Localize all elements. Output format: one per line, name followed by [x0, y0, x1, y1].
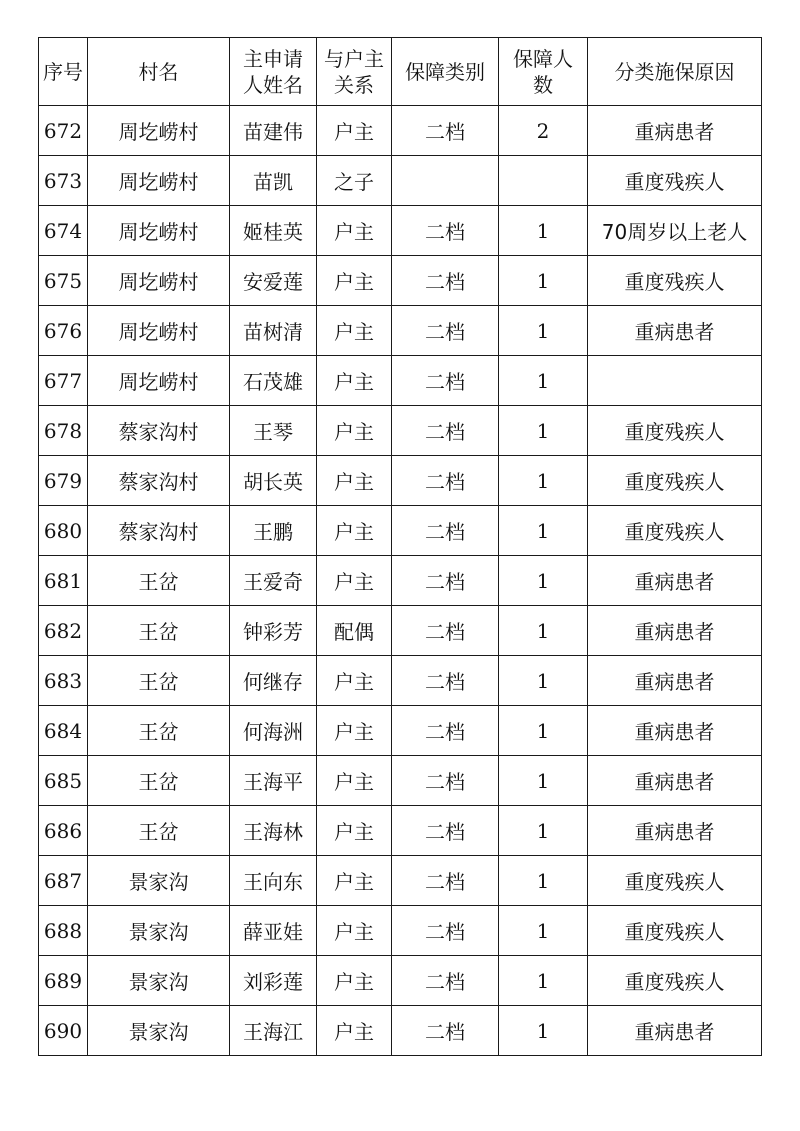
cell-village: 王岔	[88, 606, 230, 656]
cell-reason: 重病患者	[588, 306, 762, 356]
cell-applicant-name: 王海平	[230, 756, 317, 806]
cell-applicant-name: 何继存	[230, 656, 317, 706]
cell-seq: 685	[39, 756, 88, 806]
cell-reason: 重度残疾人	[588, 406, 762, 456]
cell-count: 1	[499, 556, 588, 606]
cell-seq: 683	[39, 656, 88, 706]
header-count: 保障人数	[499, 38, 588, 106]
cell-category: 二档	[392, 106, 499, 156]
cell-relation: 户主	[317, 856, 392, 906]
cell-seq: 677	[39, 356, 88, 406]
cell-reason: 重病患者	[588, 1006, 762, 1056]
cell-applicant-name: 苗树清	[230, 306, 317, 356]
cell-count: 1	[499, 506, 588, 556]
table-row	[39, 956, 762, 1006]
assistance-table	[38, 37, 762, 1056]
header-village: 村名	[88, 38, 230, 106]
table-row	[39, 156, 762, 206]
cell-relation: 户主	[317, 1006, 392, 1056]
cell-category: 二档	[392, 306, 499, 356]
table-row	[39, 506, 762, 556]
header-category: 保障类别	[392, 38, 499, 106]
cell-applicant-name: 王向东	[230, 856, 317, 906]
cell-seq: 681	[39, 556, 88, 606]
cell-count: 1	[499, 956, 588, 1006]
cell-seq: 678	[39, 406, 88, 456]
cell-reason: 重病患者	[588, 106, 762, 156]
cell-count: 1	[499, 906, 588, 956]
cell-category: 二档	[392, 706, 499, 756]
cell-relation: 户主	[317, 806, 392, 856]
cell-count: 2	[499, 106, 588, 156]
cell-applicant-name: 苗建伟	[230, 106, 317, 156]
header-seq: 序号	[39, 38, 88, 106]
cell-category: 二档	[392, 606, 499, 656]
cell-count: 1	[499, 306, 588, 356]
cell-village: 景家沟	[88, 956, 230, 1006]
cell-reason: 重度残疾人	[588, 456, 762, 506]
cell-reason: 重病患者	[588, 706, 762, 756]
table-row	[39, 206, 762, 256]
cell-applicant-name: 王鹏	[230, 506, 317, 556]
cell-count: 1	[499, 606, 588, 656]
cell-relation: 户主	[317, 556, 392, 606]
cell-category: 二档	[392, 1006, 499, 1056]
table-row	[39, 1006, 762, 1056]
cell-count	[499, 156, 588, 206]
cell-village: 王岔	[88, 756, 230, 806]
table-row	[39, 856, 762, 906]
table-body	[39, 106, 762, 1056]
header-reason: 分类施保原因	[588, 38, 762, 106]
cell-category: 二档	[392, 756, 499, 806]
cell-village: 王岔	[88, 656, 230, 706]
cell-village: 周圪崂村	[88, 156, 230, 206]
cell-category: 二档	[392, 356, 499, 406]
cell-reason	[588, 356, 762, 406]
cell-category: 二档	[392, 806, 499, 856]
table-row	[39, 256, 762, 306]
cell-count: 1	[499, 656, 588, 706]
cell-seq: 672	[39, 106, 88, 156]
table-row	[39, 806, 762, 856]
cell-applicant-name: 姬桂英	[230, 206, 317, 256]
cell-applicant-name: 石茂雄	[230, 356, 317, 406]
cell-village: 周圪崂村	[88, 206, 230, 256]
cell-category: 二档	[392, 556, 499, 606]
cell-seq: 679	[39, 456, 88, 506]
cell-applicant-name: 钟彩芳	[230, 606, 317, 656]
cell-reason: 重病患者	[588, 656, 762, 706]
cell-relation: 户主	[317, 456, 392, 506]
cell-reason: 重度残疾人	[588, 506, 762, 556]
cell-count: 1	[499, 806, 588, 856]
cell-village: 周圪崂村	[88, 256, 230, 306]
cell-relation: 户主	[317, 906, 392, 956]
cell-reason: 重度残疾人	[588, 956, 762, 1006]
cell-village: 蔡家沟村	[88, 506, 230, 556]
cell-relation: 户主	[317, 306, 392, 356]
cell-seq: 690	[39, 1006, 88, 1056]
cell-village: 王岔	[88, 706, 230, 756]
cell-category: 二档	[392, 956, 499, 1006]
cell-village: 蔡家沟村	[88, 406, 230, 456]
cell-reason: 重病患者	[588, 756, 762, 806]
cell-category: 二档	[392, 506, 499, 556]
cell-reason: 重度残疾人	[588, 256, 762, 306]
cell-category: 二档	[392, 856, 499, 906]
cell-seq: 684	[39, 706, 88, 756]
cell-count: 1	[499, 456, 588, 506]
cell-village: 周圪崂村	[88, 106, 230, 156]
cell-applicant-name: 王爱奇	[230, 556, 317, 606]
cell-relation: 户主	[317, 356, 392, 406]
header-row	[39, 38, 762, 106]
cell-seq: 686	[39, 806, 88, 856]
cell-applicant-name: 王海江	[230, 1006, 317, 1056]
cell-relation: 户主	[317, 756, 392, 806]
cell-relation: 配偶	[317, 606, 392, 656]
cell-village: 周圪崂村	[88, 356, 230, 406]
cell-seq: 674	[39, 206, 88, 256]
cell-reason: 重度残疾人	[588, 156, 762, 206]
cell-reason: 重病患者	[588, 806, 762, 856]
table-row	[39, 456, 762, 506]
cell-applicant-name: 刘彩莲	[230, 956, 317, 1006]
cell-relation: 之子	[317, 156, 392, 206]
cell-seq: 682	[39, 606, 88, 656]
table-row	[39, 606, 762, 656]
cell-village: 景家沟	[88, 906, 230, 956]
cell-applicant-name: 安爱莲	[230, 256, 317, 306]
cell-relation: 户主	[317, 256, 392, 306]
cell-category: 二档	[392, 656, 499, 706]
cell-category: 二档	[392, 906, 499, 956]
cell-category: 二档	[392, 256, 499, 306]
cell-reason: 重病患者	[588, 556, 762, 606]
cell-relation: 户主	[317, 206, 392, 256]
cell-reason: 重度残疾人	[588, 906, 762, 956]
cell-seq: 689	[39, 956, 88, 1006]
cell-relation: 户主	[317, 706, 392, 756]
table-row	[39, 556, 762, 606]
cell-village: 景家沟	[88, 856, 230, 906]
cell-seq: 680	[39, 506, 88, 556]
cell-applicant-name: 苗凯	[230, 156, 317, 206]
table-row	[39, 706, 762, 756]
cell-relation: 户主	[317, 506, 392, 556]
cell-count: 1	[499, 856, 588, 906]
cell-category: 二档	[392, 406, 499, 456]
cell-relation: 户主	[317, 106, 392, 156]
table-row	[39, 306, 762, 356]
cell-applicant-name: 薛亚娃	[230, 906, 317, 956]
table-row	[39, 756, 762, 806]
cell-count: 1	[499, 756, 588, 806]
cell-seq: 675	[39, 256, 88, 306]
cell-count: 1	[499, 356, 588, 406]
cell-reason: 重病患者	[588, 606, 762, 656]
cell-applicant-name: 王海林	[230, 806, 317, 856]
header-applicant: 主申请人姓名	[230, 38, 317, 106]
cell-applicant-name: 胡长英	[230, 456, 317, 506]
cell-relation: 户主	[317, 406, 392, 456]
cell-relation: 户主	[317, 656, 392, 706]
table-row	[39, 406, 762, 456]
cell-relation: 户主	[317, 956, 392, 1006]
cell-village: 蔡家沟村	[88, 456, 230, 506]
cell-seq: 687	[39, 856, 88, 906]
cell-reason: 70周岁以上老人	[588, 206, 762, 256]
cell-village: 周圪崂村	[88, 306, 230, 356]
cell-applicant-name: 何海洲	[230, 706, 317, 756]
cell-reason: 重度残疾人	[588, 856, 762, 906]
table-header	[39, 38, 762, 106]
cell-category	[392, 156, 499, 206]
cell-seq: 676	[39, 306, 88, 356]
cell-count: 1	[499, 406, 588, 456]
cell-count: 1	[499, 206, 588, 256]
table-row	[39, 656, 762, 706]
cell-count: 1	[499, 1006, 588, 1056]
table-row	[39, 356, 762, 406]
table-row	[39, 106, 762, 156]
cell-village: 景家沟	[88, 1006, 230, 1056]
cell-seq: 688	[39, 906, 88, 956]
cell-category: 二档	[392, 456, 499, 506]
cell-count: 1	[499, 256, 588, 306]
cell-village: 王岔	[88, 806, 230, 856]
header-relation: 与户主关系	[317, 38, 392, 106]
table-row	[39, 906, 762, 956]
cell-category: 二档	[392, 206, 499, 256]
cell-village: 王岔	[88, 556, 230, 606]
cell-count: 1	[499, 706, 588, 756]
cell-seq: 673	[39, 156, 88, 206]
cell-applicant-name: 王琴	[230, 406, 317, 456]
